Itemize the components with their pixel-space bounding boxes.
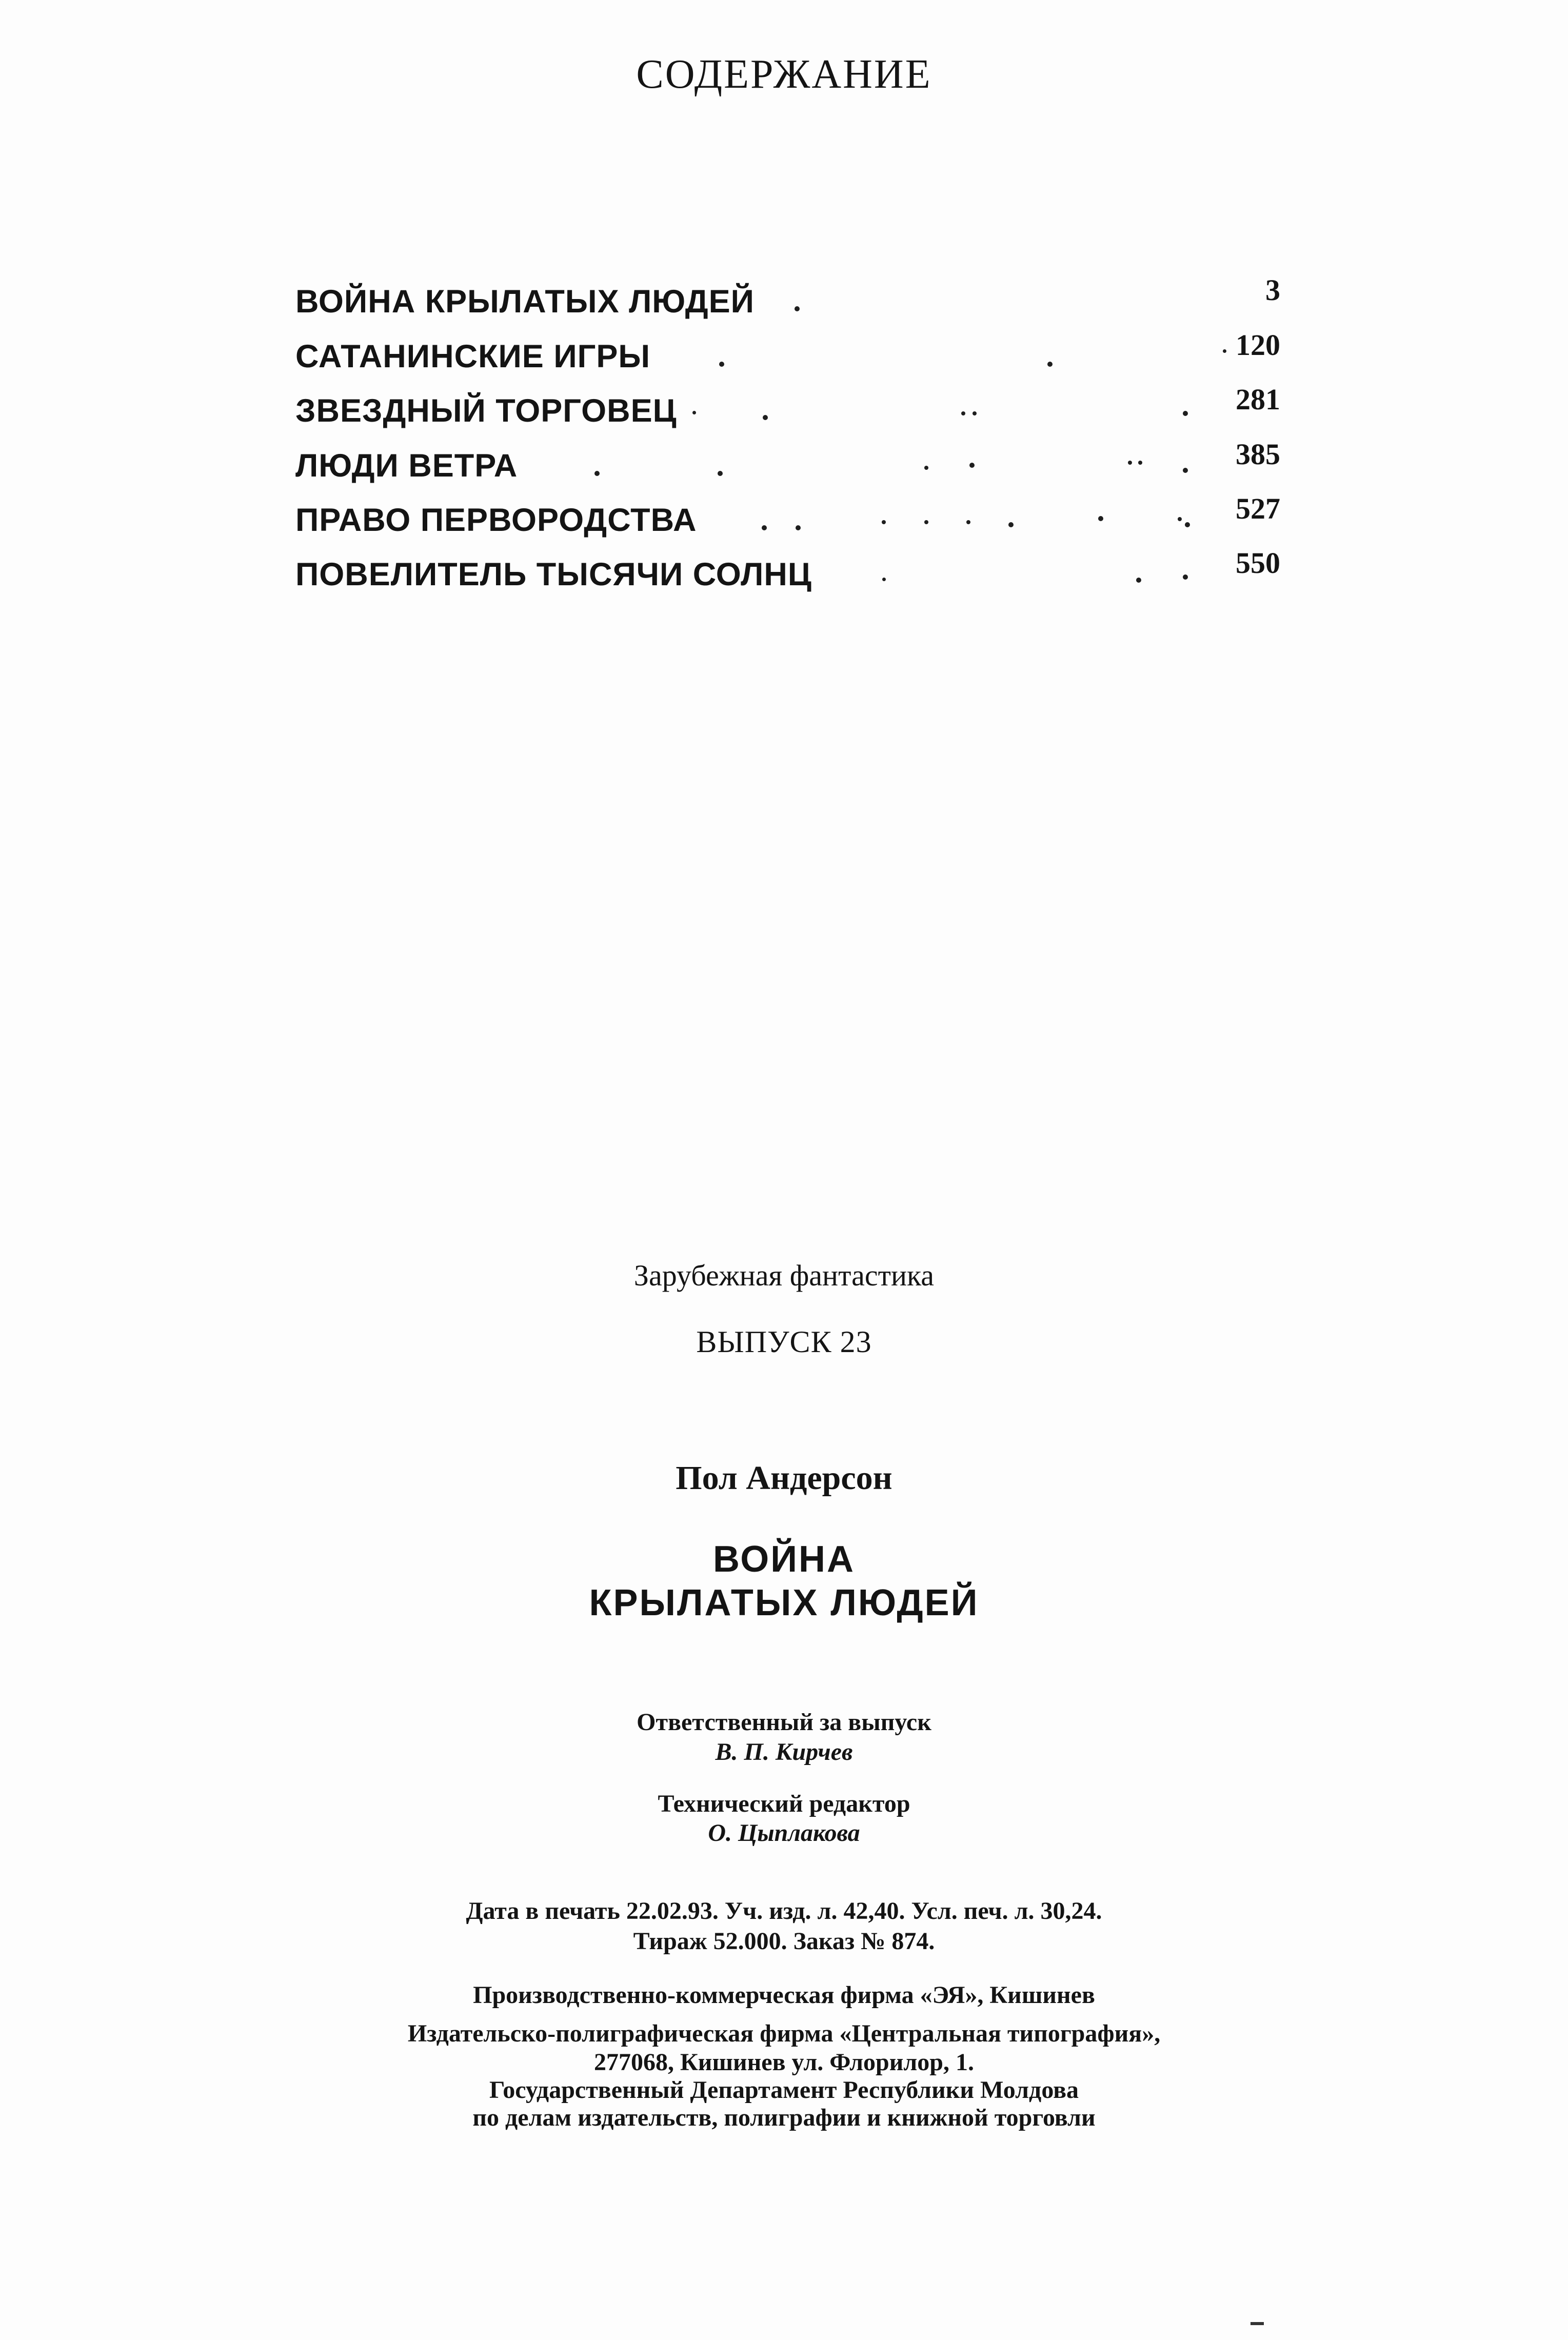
leader-dot: [882, 578, 886, 581]
series-name: Зарубежная фантастика: [633, 1259, 935, 1292]
leader-dot: [924, 520, 928, 524]
responsible-name: В. П. Кирчев: [715, 1738, 853, 1766]
leader-dot: [969, 463, 975, 468]
government-department: Государственный Департамент Республики Молдова: [489, 2076, 1079, 2104]
leader-dot: [719, 362, 724, 367]
leader-dot: [1183, 411, 1188, 416]
toc-entry-title: ВОЙНА КРЫЛАТЫХ ЛЮДЕЙ: [295, 284, 755, 320]
author-name: Пол Андерсон: [676, 1459, 892, 1497]
toc-entry[interactable]: [295, 492, 1280, 548]
leader-dot: [961, 411, 965, 415]
toc-entry[interactable]: [295, 328, 1280, 384]
leader-dot: [594, 471, 600, 476]
toc-entry-page: 527: [1236, 492, 1280, 525]
book-title: [0, 1538, 1568, 1625]
leader-dot: [924, 466, 928, 470]
toc-entry[interactable]: [295, 546, 1280, 602]
toc-entry[interactable]: [295, 383, 1280, 439]
toc-entry-page: 550: [1236, 546, 1280, 580]
leader-dot: [763, 415, 768, 420]
leader-dot: [1008, 522, 1014, 527]
toc-entry-title: ЛЮДИ ВЕТРА: [295, 448, 518, 484]
toc-entry-page: 120: [1236, 328, 1280, 362]
leader-dot: [1136, 578, 1141, 583]
leader-dot: [972, 411, 977, 415]
leader-dot: [718, 471, 723, 476]
leader-dot: [692, 411, 696, 414]
toc-entry-title: ЗВЕЗДНЫЙ ТОРГОВЕЦ: [295, 393, 677, 429]
leader-dot: [762, 525, 767, 530]
responsible-role: Ответственный за выпуск: [637, 1709, 931, 1736]
leader-dot: [795, 306, 800, 311]
publisher: Производственно-коммерческая фирма «ЭЯ», Кишинев: [473, 1981, 1095, 2009]
print-details: Дата в печать 22.02.93. Уч. изд. л. 42,40. Усл. печ. л. 30,24.: [466, 1897, 1102, 1925]
toc-entry-page: 385: [1236, 438, 1280, 471]
leader-dot: [1138, 461, 1142, 465]
toc-entry-page: 3: [1265, 273, 1280, 307]
toc-entry-title: ПОВЕЛИТЕЛЬ ТЫСЯЧИ СОЛНЦ: [295, 557, 812, 592]
leader-dot: [966, 520, 970, 524]
issue-number: ВЫПУСК 23: [696, 1325, 872, 1359]
leader-dot: [1183, 468, 1188, 473]
tech-editor-role: Технический редактор: [658, 1790, 910, 1817]
printer-address: 277068, Кишинев ул. Флорилор, 1.: [594, 2049, 974, 2076]
book-title-line: КРЫЛАТЫХ ЛЮДЕЙ: [589, 1582, 979, 1623]
toc-entry[interactable]: [295, 438, 1280, 493]
toc-entry[interactable]: [295, 273, 1280, 329]
print-run: Тираж 52.000. Заказ № 874.: [633, 1928, 935, 1955]
toc-entry-title: САТАНИНСКИЕ ИГРЫ: [295, 339, 651, 374]
leader-dot: [1047, 362, 1053, 367]
department-remit: по делам издательств, полиграфии и книжной торговли: [472, 2104, 1096, 2131]
toc-entry-title: ПРАВО ПЕРВОРОДСТВА: [295, 502, 697, 538]
leader-dot: [1185, 522, 1190, 527]
leader-dot: [1098, 516, 1103, 521]
printer: Издательско-полиграфическая фирма «Центральная типография»,: [407, 2020, 1161, 2047]
print-mark: [1251, 2322, 1264, 2325]
contents-heading: СОДЕРЖАНИЕ: [636, 52, 932, 97]
leader-dot: [1223, 349, 1226, 353]
tech-editor-name: О. Цыплакова: [708, 1819, 860, 1847]
leader-dot: [1183, 574, 1188, 580]
leader-dot: [1128, 461, 1132, 465]
leader-dot: [796, 525, 801, 530]
toc-entry-page: 281: [1236, 383, 1280, 416]
book-title-line: ВОЙНА: [713, 1539, 855, 1580]
leader-dot: [1178, 517, 1182, 521]
leader-dot: [882, 520, 886, 524]
